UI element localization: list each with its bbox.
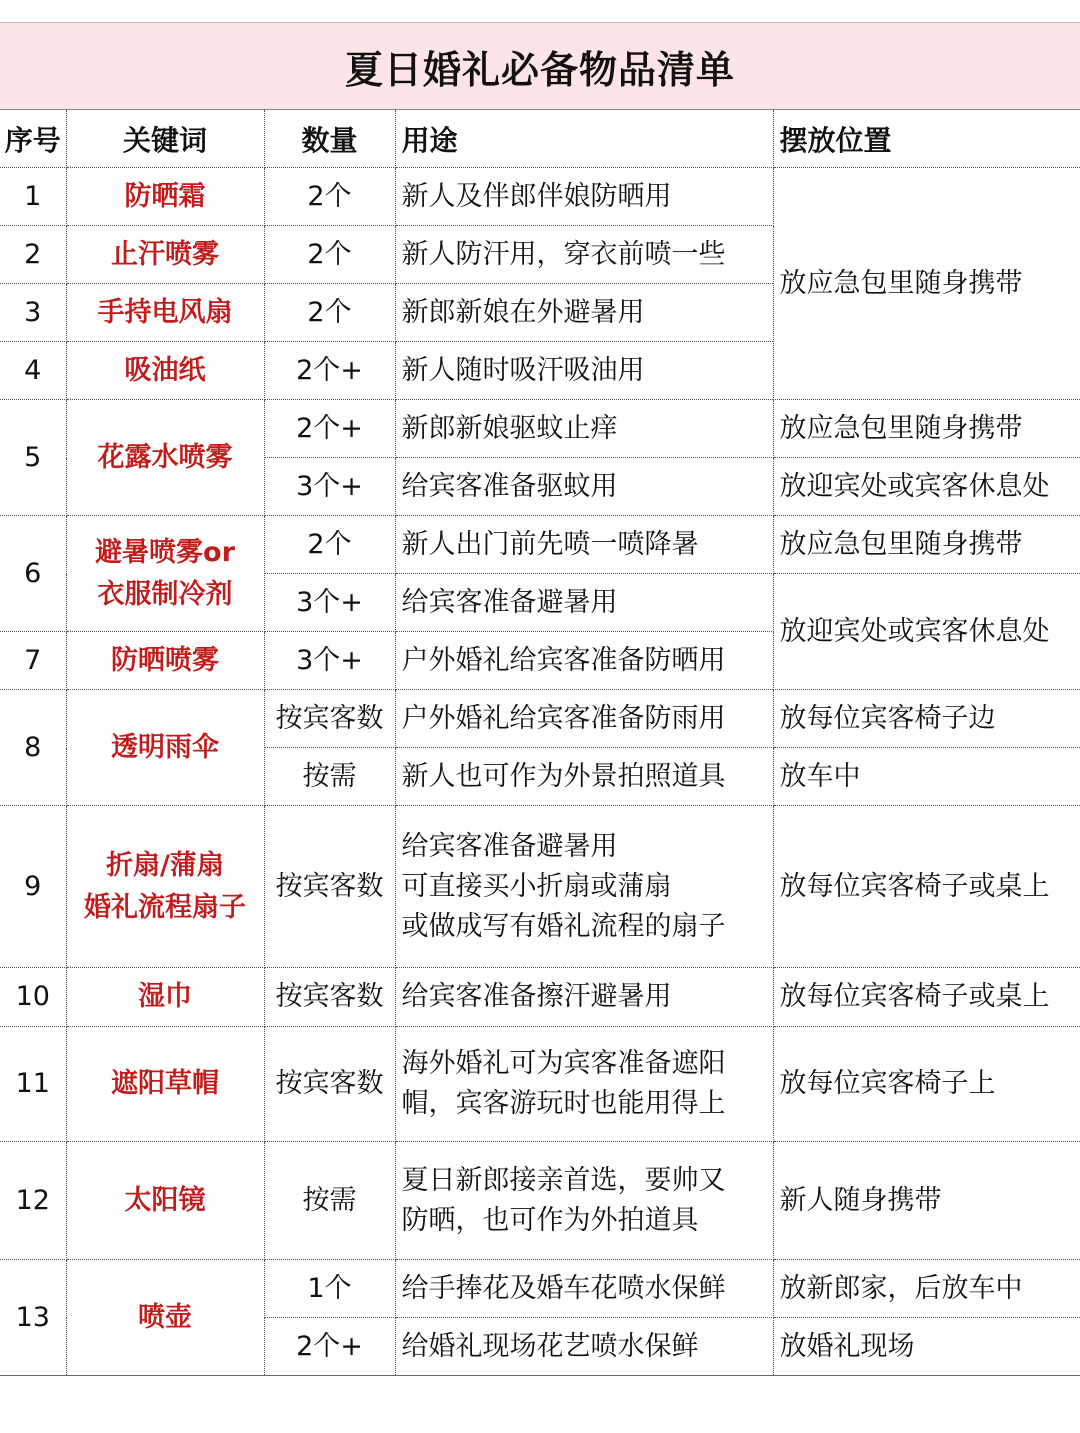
row-position: 放应急包里随身携带 — [773, 168, 1080, 400]
row-position: 放新郎家，后放车中 — [773, 1260, 1080, 1318]
row-use: 户外婚礼给宾客准备防雨用 — [395, 690, 773, 748]
row-number: 2 — [0, 226, 66, 284]
row-quantity: 3个+ — [264, 458, 395, 516]
row-keyword: 防晒霜 — [66, 168, 264, 226]
row-use — [395, 1142, 773, 1260]
table-row — [0, 1027, 1080, 1142]
row-use: 给宾客准备驱蚊用 — [395, 458, 773, 516]
row-position: 放应急包里随身携带 — [773, 400, 1080, 458]
row-keyword: 湿巾 — [66, 968, 264, 1027]
row-quantity: 3个+ — [264, 574, 395, 632]
row-quantity: 按宾客数 — [264, 968, 395, 1027]
header-no: 序号 — [0, 110, 66, 168]
table-row — [0, 1142, 1080, 1260]
row-use: 户外婚礼给宾客准备防晒用 — [395, 632, 773, 690]
row-use: 给手捧花及婚车花喷水保鲜 — [395, 1260, 773, 1318]
row-number: 5 — [0, 400, 66, 516]
table-row — [0, 690, 1080, 748]
row-keyword-line: 婚礼流程扇子 — [84, 891, 246, 923]
row-quantity: 2个+ — [264, 400, 395, 458]
row-use — [395, 1027, 773, 1142]
row-position: 放迎宾处或宾客休息处 — [773, 574, 1080, 690]
row-position: 放每位宾客椅子边 — [773, 690, 1080, 748]
row-number: 4 — [0, 342, 66, 400]
row-keyword: 止汗喷雾 — [66, 226, 264, 284]
row-keyword — [66, 806, 264, 968]
row-keyword-line: 衣服制冷剂 — [97, 578, 233, 610]
row-keyword: 吸油纸 — [66, 342, 264, 400]
row-use: 新人也可作为外景拍照道具 — [395, 748, 773, 806]
row-use: 新人及伴郎伴娘防晒用 — [395, 168, 773, 226]
row-use — [395, 806, 773, 968]
row-position: 放车中 — [773, 748, 1080, 806]
table-row — [0, 168, 1080, 226]
row-number: 6 — [0, 516, 66, 632]
row-keyword: 花露水喷雾 — [66, 400, 264, 516]
row-number: 7 — [0, 632, 66, 690]
row-position: 放每位宾客椅子或桌上 — [773, 806, 1080, 968]
row-quantity: 2个 — [264, 168, 395, 226]
row-use: 给婚礼现场花艺喷水保鲜 — [395, 1318, 773, 1376]
row-use: 新郎新娘在外避暑用 — [395, 284, 773, 342]
row-use-line: 或做成写有婚礼流程的扇子 — [401, 910, 726, 942]
row-position: 放每位宾客椅子上 — [773, 1027, 1080, 1142]
row-keyword: 遮阳草帽 — [66, 1027, 264, 1142]
row-number: 11 — [0, 1027, 66, 1142]
row-keyword — [66, 516, 264, 632]
row-quantity: 按需 — [264, 748, 395, 806]
row-quantity: 2个 — [264, 516, 395, 574]
row-keyword: 防晒喷雾 — [66, 632, 264, 690]
row-number: 13 — [0, 1260, 66, 1376]
row-position: 放婚礼现场 — [773, 1318, 1080, 1376]
table-row — [0, 968, 1080, 1027]
row-keyword: 手持电风扇 — [66, 284, 264, 342]
checklist-table — [0, 109, 1080, 1376]
row-use: 新人随时吸汗吸油用 — [395, 342, 773, 400]
table-row — [0, 400, 1080, 458]
row-keyword-line: 折扇/蒲扇 — [106, 849, 224, 881]
sheet-title: 夏日婚礼必备物品清单 — [0, 22, 1080, 109]
row-number: 10 — [0, 968, 66, 1027]
header-keyword: 关键词 — [66, 110, 264, 168]
row-keyword-line: 避暑喷雾or — [95, 536, 235, 568]
table-row — [0, 806, 1080, 968]
header-use: 用途 — [395, 110, 773, 168]
header-row — [0, 110, 1080, 168]
row-quantity: 按宾客数 — [264, 806, 395, 968]
row-number: 1 — [0, 168, 66, 226]
row-keyword: 太阳镜 — [66, 1142, 264, 1260]
row-use: 新人出门前先喷一喷降暑 — [395, 516, 773, 574]
row-keyword: 喷壶 — [66, 1260, 264, 1376]
row-use: 新郎新娘驱蚊止痒 — [395, 400, 773, 458]
row-number: 3 — [0, 284, 66, 342]
row-quantity: 2个 — [264, 284, 395, 342]
row-quantity: 按需 — [264, 1142, 395, 1260]
row-quantity: 按宾客数 — [264, 690, 395, 748]
row-use-line: 防晒，也可作为外拍道具 — [401, 1204, 699, 1236]
row-quantity: 按宾客数 — [264, 1027, 395, 1142]
row-quantity: 3个+ — [264, 632, 395, 690]
row-use: 新人防汗用，穿衣前喷一些 — [395, 226, 773, 284]
row-keyword: 透明雨伞 — [66, 690, 264, 806]
checklist-sheet — [0, 22, 1080, 1376]
row-position: 放应急包里随身携带 — [773, 516, 1080, 574]
row-quantity: 1个 — [264, 1260, 395, 1318]
row-use-line: 给宾客准备避暑用 — [401, 830, 618, 862]
row-position: 放每位宾客椅子或桌上 — [773, 968, 1080, 1027]
row-use: 给宾客准备避暑用 — [395, 574, 773, 632]
row-use-line: 可直接买小折扇或蒲扇 — [401, 870, 672, 902]
table-row — [0, 1260, 1080, 1318]
row-quantity: 2个+ — [264, 342, 395, 400]
row-position: 放迎宾处或宾客休息处 — [773, 458, 1080, 516]
row-position: 新人随身携带 — [773, 1142, 1080, 1260]
row-quantity: 2个+ — [264, 1318, 395, 1376]
header-position: 摆放位置 — [773, 110, 1080, 168]
row-number: 12 — [0, 1142, 66, 1260]
row-use-line: 海外婚礼可为宾客准备遮阳 — [401, 1048, 726, 1079]
row-use: 给宾客准备擦汗避暑用 — [395, 968, 773, 1027]
row-use-line: 帽，宾客游玩时也能用得上 — [401, 1088, 726, 1119]
row-use-line: 夏日新郎接亲首选，要帅又 — [401, 1164, 726, 1196]
row-quantity: 2个 — [264, 226, 395, 284]
row-number: 9 — [0, 806, 66, 968]
row-number: 8 — [0, 690, 66, 806]
table-row — [0, 516, 1080, 574]
header-qty: 数量 — [264, 110, 395, 168]
